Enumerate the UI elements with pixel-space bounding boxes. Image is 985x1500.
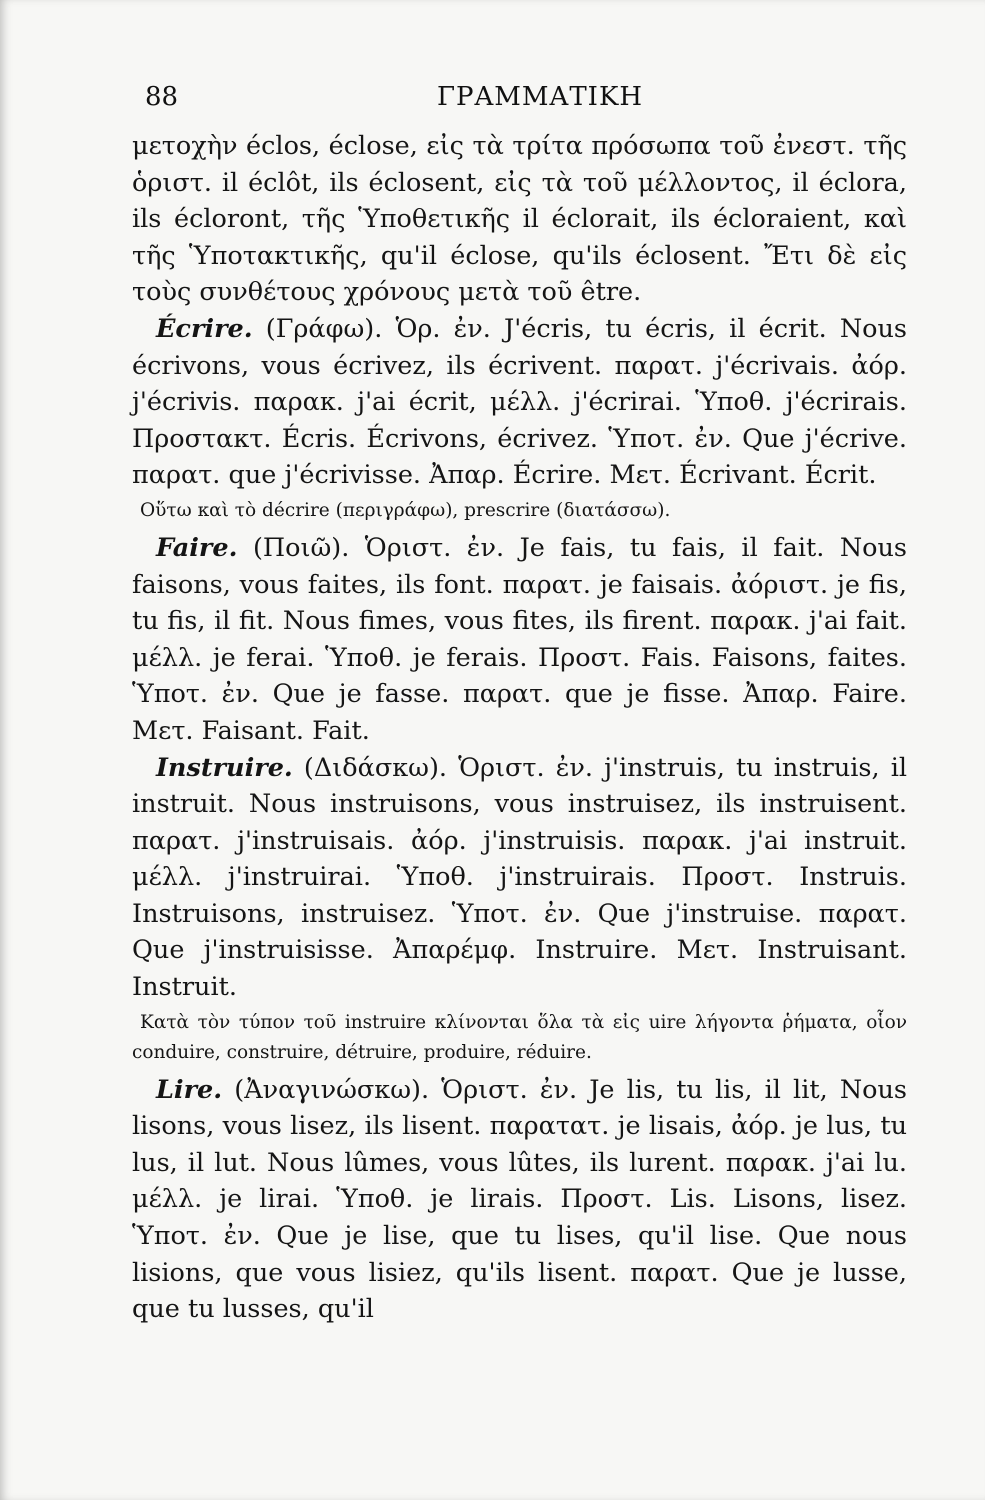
- page-body: [132, 128, 907, 1328]
- paragraph-text: (Γράφω). Ὁρ. ἐν. J'écris, tu écris, il écrit. Nous écrivons, vous écrivez, ils écrivent. παρατ. j'écrivais. ἀόρ. j'écrivis. παρακ. j'ai écrit, μέλλ. j'écrirai. Ὑποθ. j'écrirais. Προστακτ. Écris. Écrivons, écrivez. Ὑποτ. ἐν. Que j'écrive. παρατ. que j'écrivisse. Ἀπαρ. Écrire. Μετ. Écrivant. Écrit.: [132, 313, 907, 491]
- page-number: 88: [145, 82, 179, 112]
- paragraph-lire: [132, 1072, 907, 1328]
- note-instruire: Κατὰ τὸν τύπον τοῦ instruire κλίνονται ὅλα τὰ εἰς uire λήγοντα ῥήματα, οἷον conduire, construire, détruire, produire, réduire.: [132, 1011, 907, 1063]
- paragraph-ecrire: [132, 311, 907, 494]
- running-title: ΓΡΑΜΜΑΤΙΚΗ: [437, 82, 644, 112]
- paragraph-faire: [132, 530, 907, 750]
- verb-heading-lire: Lire.: [156, 1074, 223, 1105]
- paragraph-text: μετοχὴν éclos, éclose, εἰς τὰ τρίτα πρόσωπα τοῦ ἐνεστ. τῆς ὁριστ. il éclôt, ils éclosent, εἰς τὰ τοῦ μέλλοντος, il éclora, ils écloront, τῆς Ὑποθετικῆς il éclorait, ils écloraient, καὶ τῆς Ὑποτακτικῆς, qu'il éclose, qu'ils éclosent. Ἔτι δὲ εἰς τοὺς συνθέτους χρόνους μετὰ τοῦ être.: [132, 131, 907, 308]
- note-decrire: Οὕτω καὶ τὸ décrire (περιγράφω), prescrire (διατάσσω).: [140, 499, 671, 521]
- verb-heading-faire: Faire.: [156, 532, 238, 563]
- paragraph-text: (Διδάσκω). Ὁριστ. ἐν. j'instruis, tu instruis, il instruit. Nous instruisons, vous instruisez, ils instruisent. παρατ. j'instruisais. ἀόρ. j'instruisis. παρακ. j'ai instruit. μέλλ. j'instruirai. Ὑποθ. j'instruirais. Προστ. Instruis. Instruisons, instruisez. Ὑποτ. ἐν. Que j'instruise. παρατ. Que j'instruisisse. Ἀπαρέμφ. Instruire. Μετ. Instruisant. Instruit.: [132, 752, 908, 1003]
- verb-heading-instruire: Instruire.: [156, 752, 293, 783]
- paragraph-text: (Ποιῶ). Ὁριστ. ἐν. Je fais, tu fais, il fait. Nous faisons, vous faites, ils font. παρατ. je faisais. ἀόριστ. je fis, tu fis, il fit. Nous fimes, vous fites, ils firent. παρακ. j'ai fait. μέλλ. je ferai. Ὑποθ. je ferais. Προστ. Fais. Faisons, faites. Ὑποτ. ἐν. Que je fasse. παρατ. que je fisse. Ἀπαρ. Faire. Μετ. Faisant. Fait.: [132, 532, 908, 746]
- verb-heading-ecrire: Écrire.: [156, 313, 253, 344]
- paragraph-instruire: [132, 750, 907, 1006]
- paragraph-text: (Ἀναγινώσκω). Ὁριστ. ἐν. Je lis, tu lis, il lit, Nous lisons, vous lisez, ils lisent. παρατατ. je lisais, ἀόρ. je lus, tu lus, il lut. Nous lûmes, vous lûtes, ils lurent. παρακ. j'ai lu. μέλλ. je lirai. Ὑποθ. je lirais. Προστ. Lis. Lisons, lisez. Ὑποτ. ἐν. Que je lise, que tu lises, qu'il lise. Que nous lisions, que vous lisiez, qu'ils lisent. παρατ. Que je lusse, que tu lusses, qu'il: [132, 1074, 907, 1325]
- paragraph-eclore-continuation: [132, 128, 907, 311]
- page-header: [145, 82, 905, 122]
